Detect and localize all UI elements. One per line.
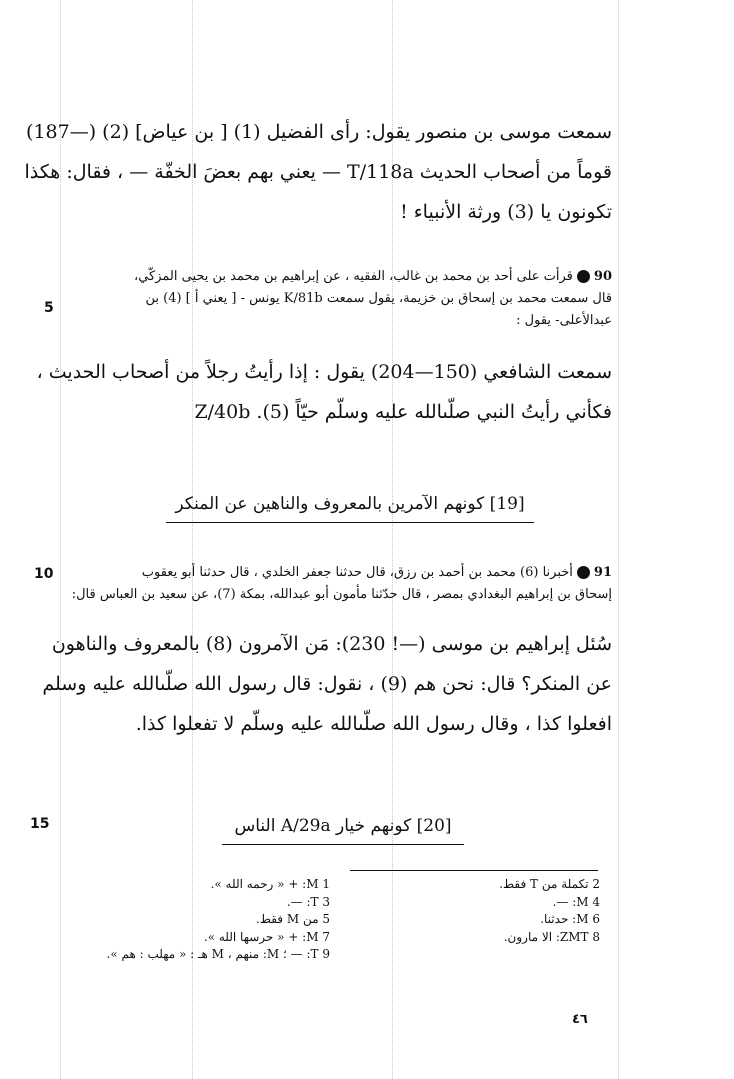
footnote: 6 M: حدثنا. (540, 912, 600, 926)
paragraph-ibrahim (42, 624, 612, 744)
text-line: عن المنكر؟ قال: نحن هم (9) ، نقول: قال رسول الله صلّىالله عليه وسلم (42, 673, 612, 695)
footnote: 2 تكملة من T فقط. (499, 877, 600, 891)
text-line: عبدالأعلى- يقول : (516, 313, 612, 328)
footnotes-right-column (70, 876, 330, 964)
text-line: سمعت الشافعي (150—204) يقول : إذا رأيتُ رجلاً من أصحاب الحديث ، (36, 361, 612, 383)
footnote: 1 M: + « رحمه الله ». (210, 877, 330, 891)
footnote: 5 من M فقط. (256, 912, 330, 926)
text-line: قوماً من أصحاب الحديث T/118a — يعني بهم بعضَ الخفّة — ، فقال: هكذا (24, 161, 612, 183)
footnote: 7 M: + « حرسها الله ». (203, 929, 330, 944)
paragraph-91 (68, 562, 612, 606)
line-number: 5 (44, 300, 54, 316)
text-line: 91أخبرنا (6) محمد بن أحمد بن رزق، قال حدثنا جعفر الخلدي ، قال حدثنا أبو يعقوب (141, 565, 612, 580)
text-line: فكأني رأيتُ النبي صلّىالله عليه وسلّم حيّاً (5). Z/40b (194, 401, 612, 423)
footnote: 9 T: — ؛ M: منهم ، M هـ : « مهلب : هم ». (106, 947, 330, 961)
page-number: ٤٦ (572, 1012, 588, 1027)
footnote-rule (350, 870, 598, 871)
footnote: 8 ZMT: الا مارون. (503, 929, 600, 944)
guide-line (618, 0, 619, 1079)
section-heading-19: [19] كونهم الآمرين بالمعروف والناهين عن المنكر (166, 490, 534, 523)
line-number: 10 (34, 566, 54, 582)
text-line: قال سمعت محمد بن إسحاق بن خزيمة، يقول سمعت K/81b يونس - [ يعني أ ] (4) بن (145, 291, 612, 306)
item-number: 91 (593, 565, 612, 580)
footnotes-left-column (340, 876, 600, 964)
text-line: سُئل إبراهيم بن موسى (—! 230): مَن الآمرون (8) بالمعروف والناهون (51, 633, 612, 655)
text-line: إسحاق بن إبراهيم البغدادي بمصر ، قال حدّثنا مأمون أبو عبدالله، بمكة (7)، عن سعيد بن العباس قال: (71, 587, 612, 602)
text-line: تكونون يا (3) ورثة الأنبياء ! (400, 201, 612, 223)
line-number: 15 (30, 816, 50, 832)
section-heading-20: [20] كونهم خيار A/29a الناس (222, 812, 464, 845)
footnote: 3 T: —. (286, 894, 330, 909)
footnotes (70, 876, 600, 964)
footnote: 4 M: —. (552, 894, 600, 909)
bullet-dot-icon (577, 566, 590, 579)
item-number: 90 (593, 269, 612, 284)
paragraph-187 (24, 112, 612, 232)
text-line: 90قرأت على أحد بن محمد بن غالب، الفقيه ، عن إبراهيم بن محمد بن يحيى المزكّي، (134, 269, 612, 284)
text-line: سمعت موسى بن منصور يقول: رأى الفضيل (1) [ بن عياض] (2) (—187) (26, 121, 612, 143)
text-line: افعلوا كذا ، وقال رسول الله صلّىالله عليه وسلّم لا تفعلوا كذا. (135, 713, 612, 735)
paragraph-shafii (36, 352, 612, 432)
bullet-dot-icon (577, 270, 590, 283)
paragraph-90 (68, 266, 612, 332)
